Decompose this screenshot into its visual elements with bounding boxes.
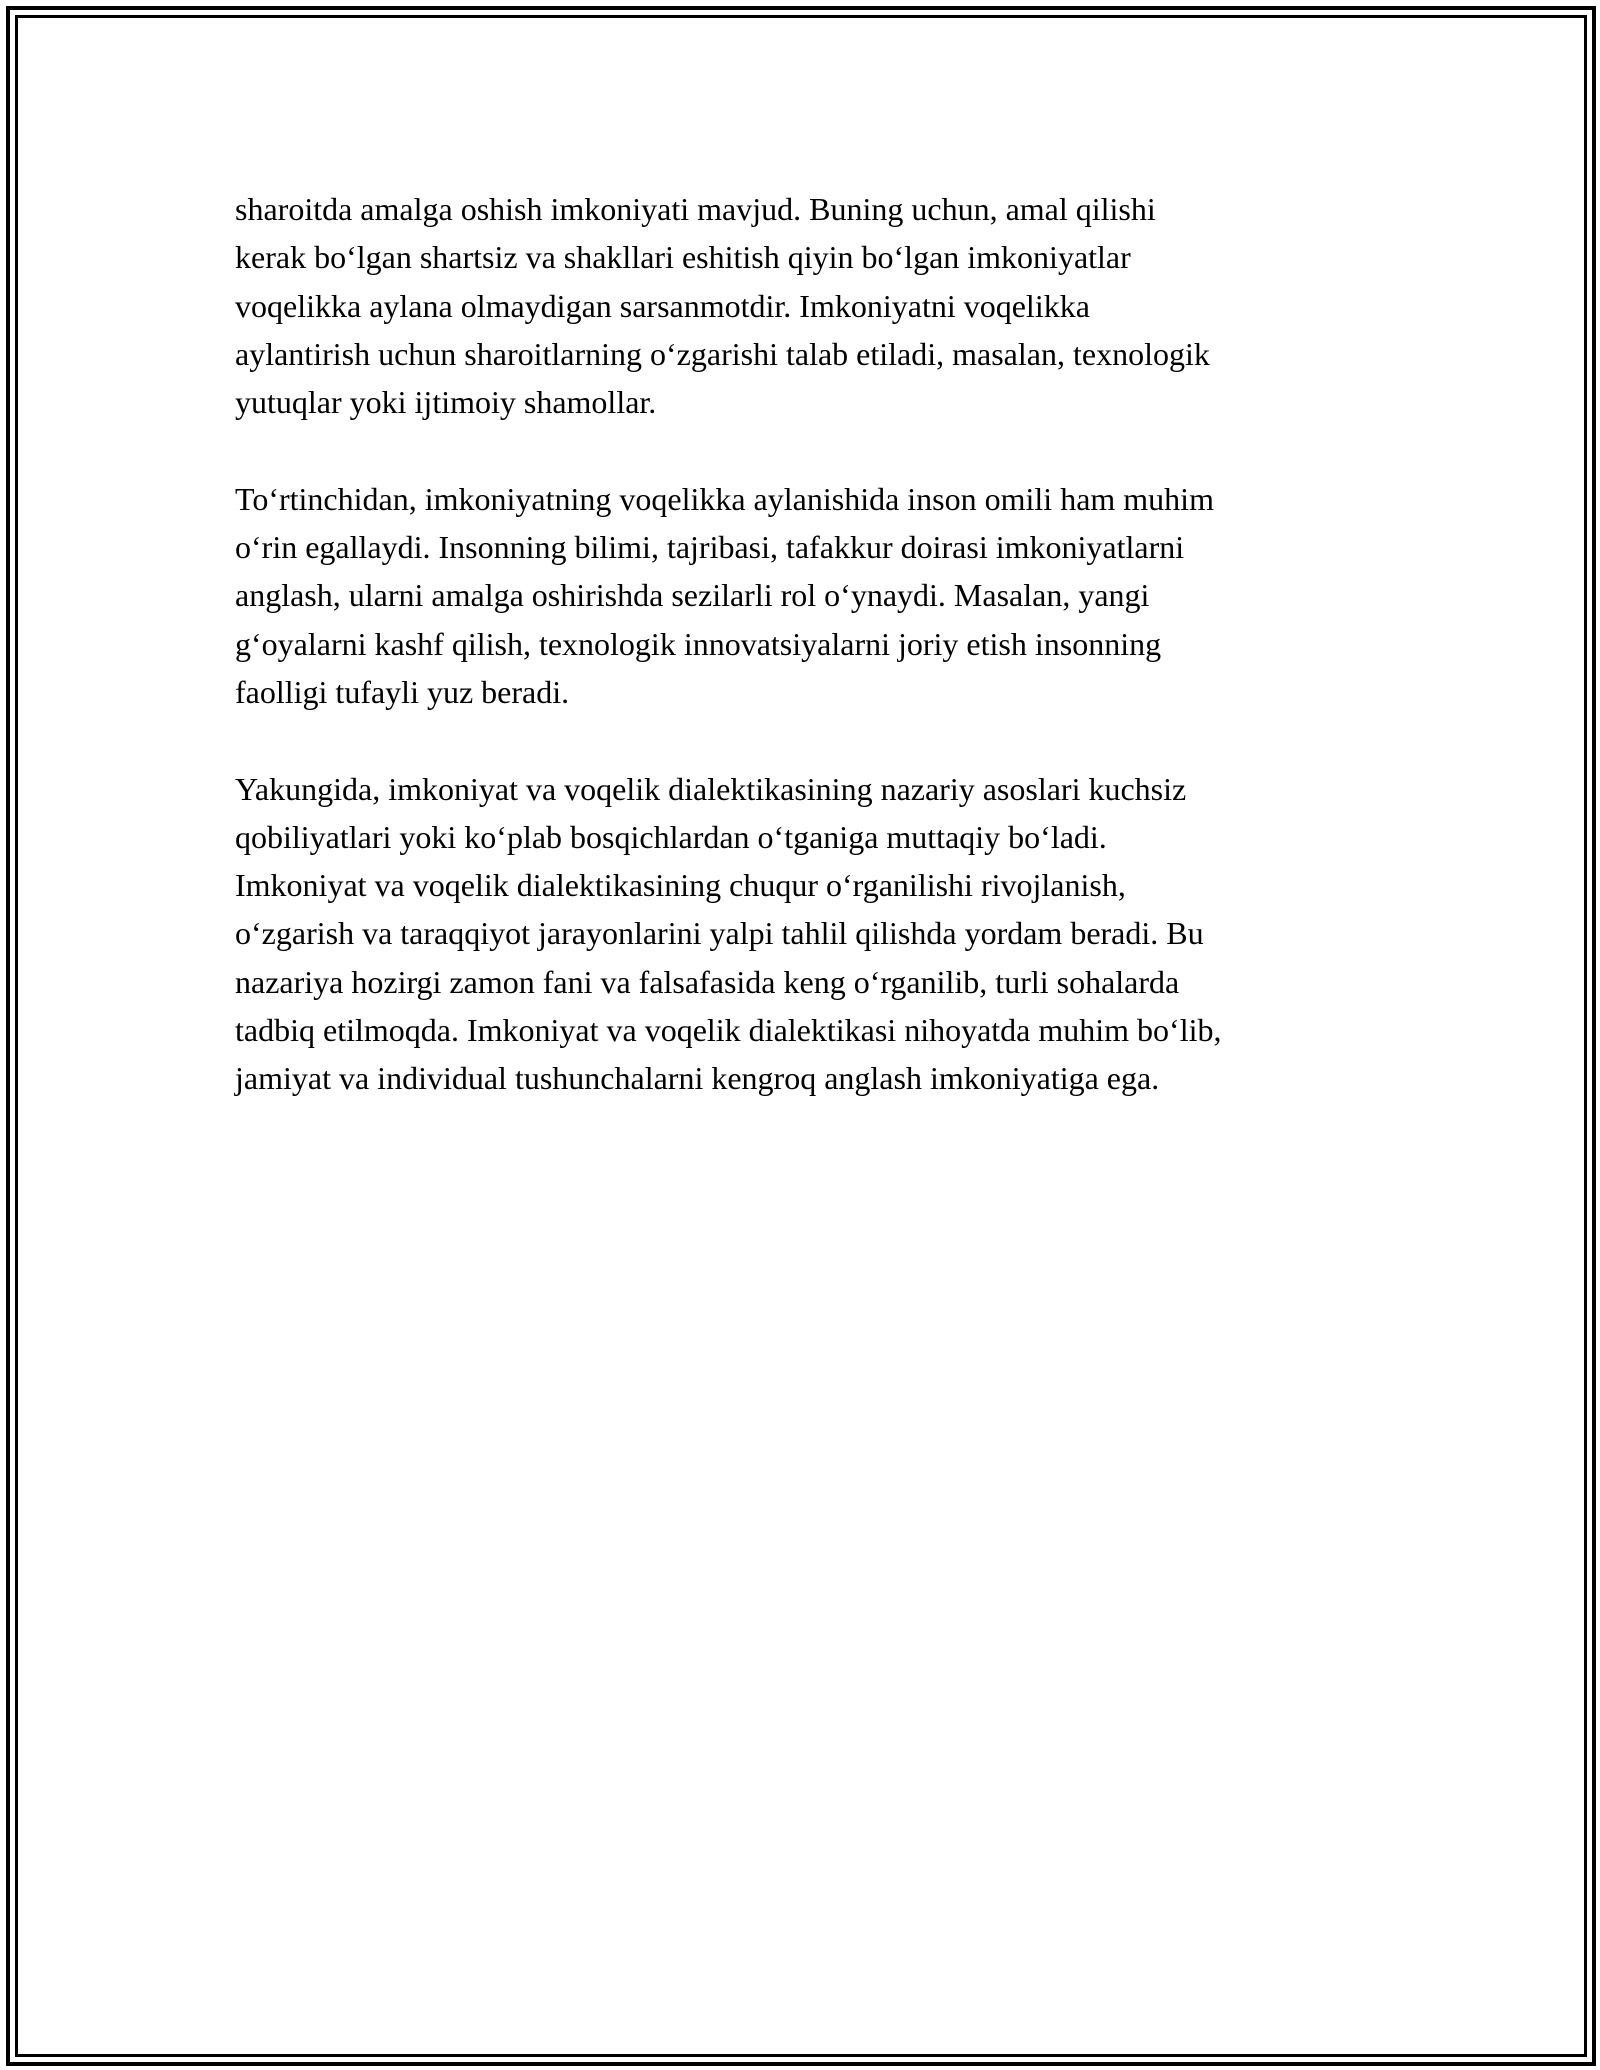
- paragraph-1: sharoitda amalga oshish imkoniyati mavjud. Buning uchun, amal qilishi kerak boʻlgan shartsiz va shakllari eshitish qiyin boʻlgan imkoniyatlar voqelikka aylana olmaydigan sarsanmotdir. Imkoniyatni voqelikka aylantirish uchun sharoitlarning oʻzgarishi talab etiladi, masalan, texnologik yutuqlar yoki ijtimoiy shamollar.: [235, 191, 1210, 421]
- paragraph-2: Toʻrtinchidan, imkoniyatning voqelikka aylanishida inson omili ham muhim oʻrin egallaydi. Insonning bilimi, tajribasi, tafakkur doirasi imkoniyatlarni anglash, ularni amalga oshirishda sezilarli rol oʻynaydi. Masalan, yangi gʻoyalarni kashf qilish, texnologik innovatsiyalarni joriy etish insonning faolligi tufayli yuz beradi.: [235, 480, 1214, 710]
- document-body: [235, 185, 1385, 1151]
- paragraph-3: Yakungida, imkoniyat va voqelik dialektikasining nazariy asoslari kuchsiz qobiliyatlari yoki koʻplab bosqichlardan oʻtganiga muttaqiy boʻladi. Imkoniyat va voqelik dialektikasining chuqur oʻrganilishi rivojlanish, oʻzgarish va taraqqiyot jarayonlarini yalpi tahlil qilishda yordam beradi. Bu nazariya hozirgi zamon fani va falsafasida keng oʻrganilib, turli sohalarda tadbiq etilmoqda. Imkoniyat va voqelik dialektikasi nihoyatda muhim boʻlib, jamiyat va individual tushunchalarni kengroq anglash imkoniyatiga ega.: [235, 770, 1222, 1097]
